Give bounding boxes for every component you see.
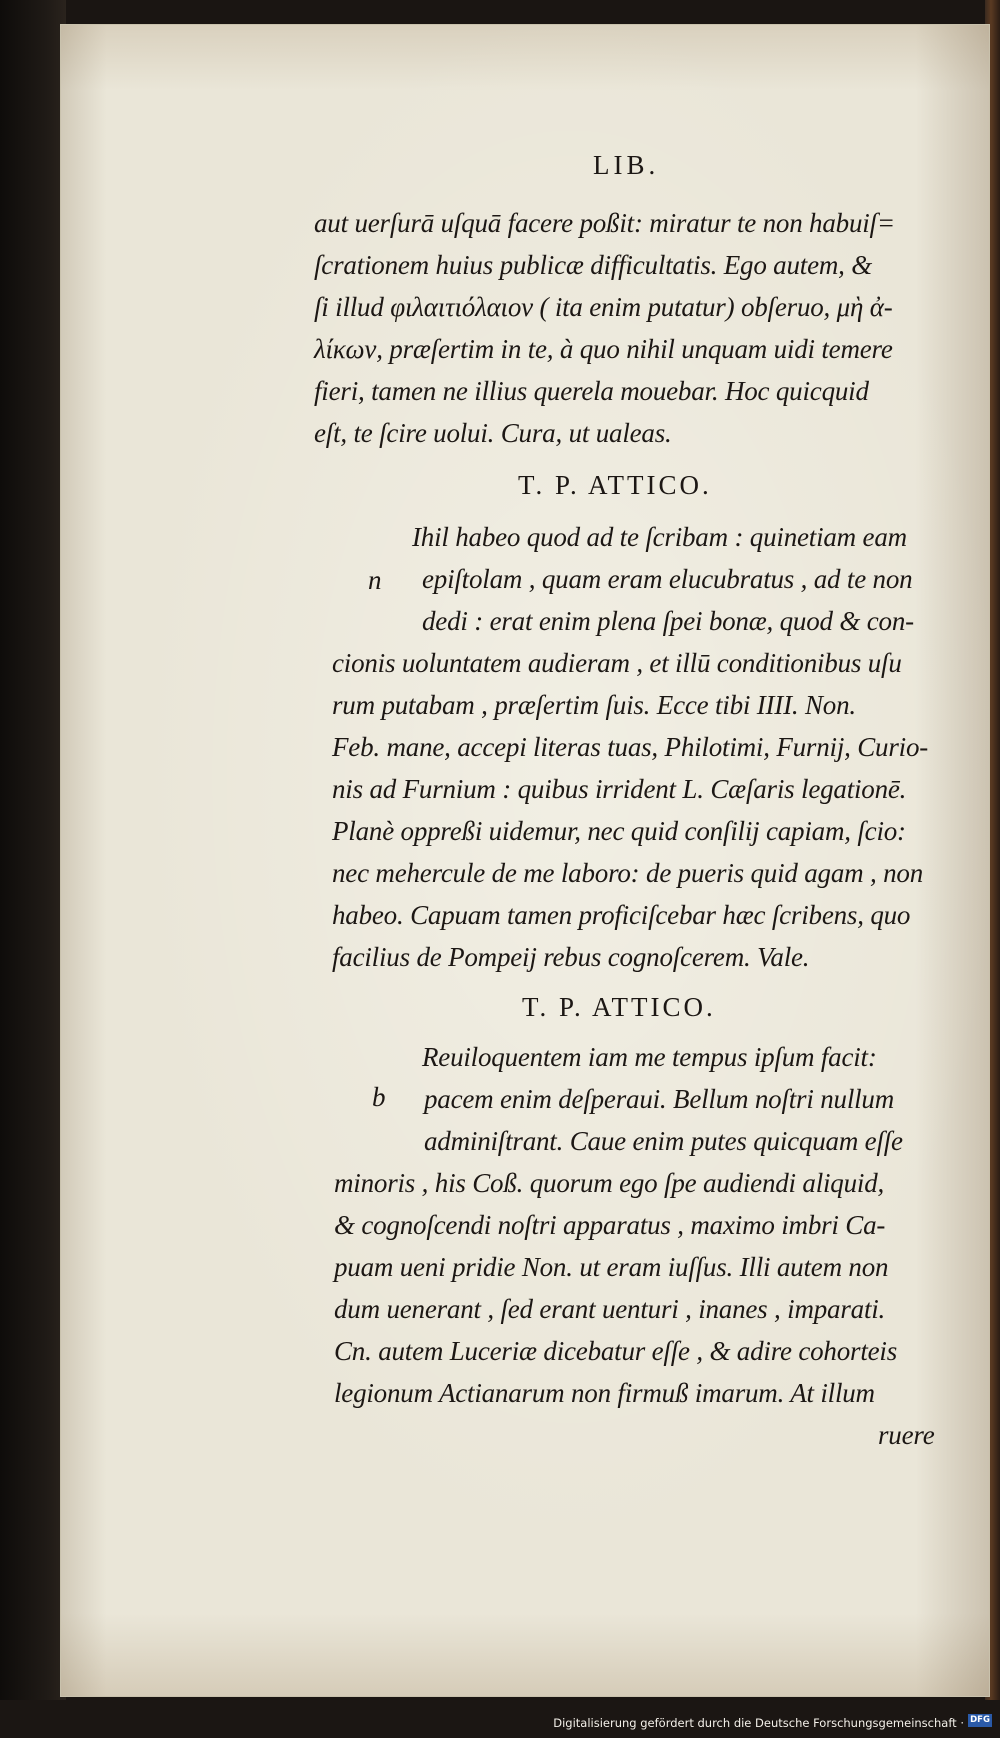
catchword: ruere bbox=[878, 1420, 935, 1450]
digitization-credit: Digitalisierung gefördert durch die Deutsche Forschungsgemeinschaft · bbox=[553, 1716, 964, 1730]
letter-heading: T. P. ATTICO. bbox=[522, 992, 716, 1022]
text-line: dum uenerant , ſed erant uenturi , inanes , imparati. bbox=[334, 1294, 886, 1324]
text-line: puam ueni pridie Non. ut eram iuſſus. Illi autem non bbox=[334, 1252, 889, 1282]
text-line: epiſtolam , quam eram elucubratus , ad te non bbox=[422, 564, 913, 594]
text-line: Planè oppreßi uidemur, nec quid conſilij capiam, ſcio: bbox=[332, 816, 906, 846]
text-line: rum putabam , præſertim ſuis. Ecce tibi IIII. Non. bbox=[332, 690, 856, 720]
text-line: ſcrationem huius publicæ difficultatis. Ego autem, & bbox=[314, 250, 873, 280]
text-line: aut uerſurā uſquā facere poßit: miratur te non habuiſ= bbox=[314, 208, 895, 238]
text-line: Reuiloquentem iam me tempus ipſum facit: bbox=[422, 1042, 877, 1072]
text-line: legionum Actianarum non firmuß imarum. At illum bbox=[334, 1378, 875, 1408]
text-line: cionis uoluntatem audieram , et illū conditionibus uſu bbox=[332, 648, 902, 678]
text-line: Feb. mane, accepi literas tuas, Philotimi, Furnij, Curio- bbox=[332, 732, 929, 762]
text-line: nis ad Furnium : quibus irrident L. Cæſaris legationē. bbox=[332, 774, 907, 804]
text-line: dedi : erat enim plena ſpei bonæ, quod & con- bbox=[422, 606, 914, 636]
dfg-logo-icon: DFG bbox=[968, 1714, 992, 1727]
text-line: λίκων, præſertim in te, à quo nihil unquam uidi temere bbox=[314, 334, 893, 364]
running-head: LIB. bbox=[593, 150, 660, 180]
text-line: Ihil habeo quod ad te ſcribam : quinetiam eam bbox=[412, 522, 907, 552]
text-line: pacem enim deſperaui. Bellum noſtri nullum bbox=[424, 1084, 895, 1114]
letter-heading: T. P. ATTICO. bbox=[518, 470, 712, 500]
text-line: fieri, tamen ne illius querela mouebar. Hoc quicquid bbox=[314, 376, 869, 406]
text-line: eſt, te ſcire uolui. Cura, ut ualeas. bbox=[314, 418, 672, 448]
text-line: Cn. autem Luceriæ dicebatur eſſe , & adire cohorteis bbox=[334, 1336, 898, 1366]
text-line: ſi illud φιλαιτιόλαιον ( ita enim putatur) obſeruo, μὴ ἀ- bbox=[314, 292, 893, 322]
missing-initial-guide-letter: b bbox=[372, 1082, 386, 1112]
missing-initial-guide-letter: n bbox=[368, 565, 382, 595]
text-line: adminiſtrant. Caue enim putes quicquam eſſe bbox=[424, 1126, 903, 1156]
text-line: minoris , his Coß. quorum ego ſpe audiendi aliquid, bbox=[334, 1168, 885, 1198]
text-line: facilius de Pompeij rebus cognoſcerem. Vale. bbox=[332, 942, 810, 972]
text-line: nec mehercule de me laboro: de pueris quid agam , non bbox=[332, 858, 924, 888]
book-binding-left bbox=[0, 0, 66, 1738]
text-line: habeo. Capuam tamen proficiſcebar hæc ſcribens, quo bbox=[332, 900, 911, 930]
text-line: & cognoſcendi noſtri apparatus , maximo imbri Ca- bbox=[334, 1210, 886, 1240]
